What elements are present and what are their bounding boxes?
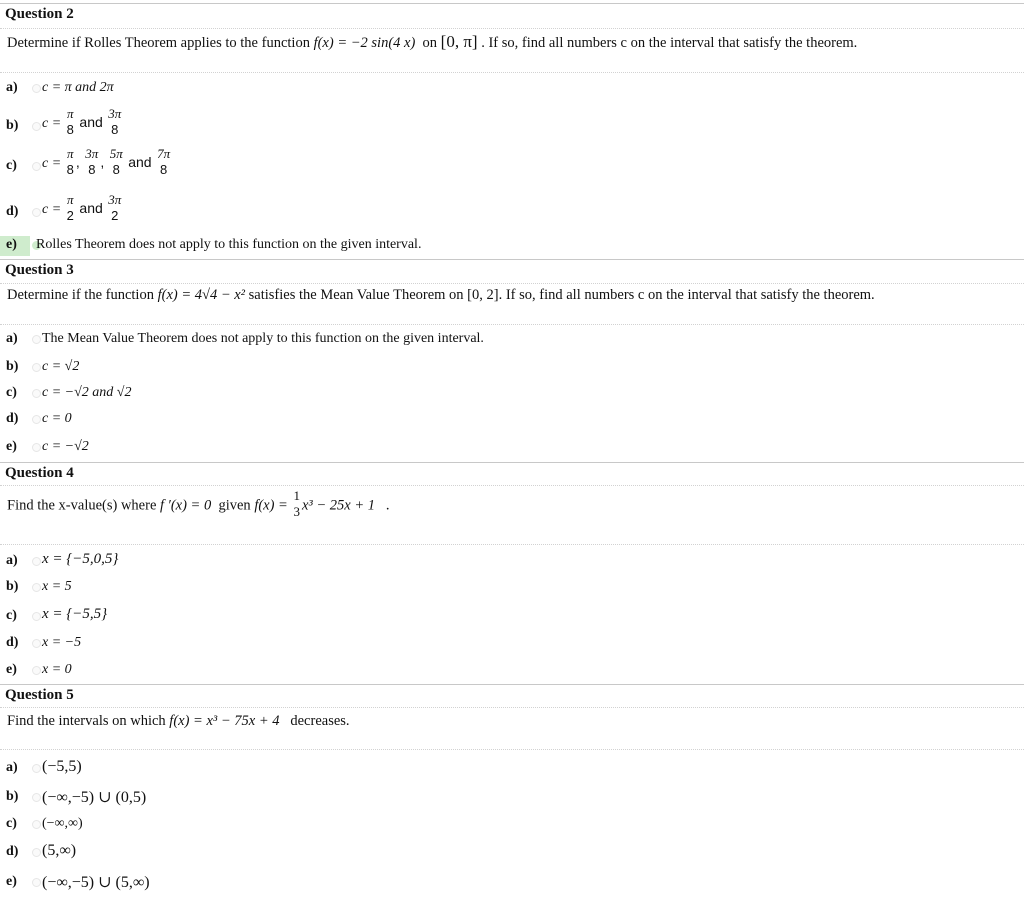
radio-button[interactable] — [32, 878, 41, 887]
option-text: The Mean Value Theorem does not apply to this function on the given interval. — [42, 331, 484, 346]
question-5-title: Question 5 — [5, 687, 74, 703]
radio-button[interactable] — [32, 639, 41, 648]
option-text: x = {−5,0,5} — [42, 551, 119, 567]
prompt-interval: [0, π] — [440, 32, 478, 51]
prompt-text: Determine if Rolles Theorem applies to the function — [7, 35, 310, 51]
option-letter: c) — [6, 608, 17, 623]
question-5-prompt — [7, 713, 350, 730]
radio-button[interactable] — [32, 764, 41, 773]
option-letter: e) — [6, 237, 17, 252]
option-text: c = √2 — [42, 359, 80, 374]
question-divider — [0, 28, 1024, 29]
option-text: Rolles Theorem does not apply to this function on the given interval. — [36, 237, 422, 252]
radio-button[interactable] — [32, 84, 41, 93]
fraction: 7π 8 — [157, 146, 171, 177]
radio-button[interactable] — [32, 208, 41, 217]
option-letter: d) — [6, 635, 19, 650]
radio-button[interactable] — [32, 583, 41, 592]
option-text: c = — [42, 156, 62, 172]
option-text: x = −5 — [42, 635, 82, 650]
option-letter: c) — [6, 816, 17, 831]
prompt-text: on — [422, 35, 438, 51]
question-4-prompt — [7, 490, 390, 522]
fraction: π 8 — [66, 146, 74, 177]
prompt-function: x³ − 25x + 1 — [301, 497, 376, 514]
radio-button[interactable] — [32, 389, 41, 398]
option-text: (−∞,∞) — [42, 816, 83, 831]
radio-button[interactable] — [32, 848, 41, 857]
question-divider — [0, 462, 1024, 463]
radio-button[interactable] — [32, 443, 41, 452]
option-text: c = — [42, 202, 62, 218]
prompt-function: f(x) = 4√4 − x² — [157, 287, 246, 303]
question-divider — [0, 684, 1024, 685]
radio-button[interactable] — [32, 820, 41, 829]
option-text: x = 5 — [42, 579, 72, 594]
prompt-function: f(x) = x³ − 75x + 4 — [169, 713, 280, 729]
option-text: (−5,5) — [42, 758, 82, 775]
radio-button[interactable] — [32, 335, 41, 344]
option-letter: d) — [6, 844, 19, 859]
prompt-text: . — [385, 497, 390, 514]
question-divider — [0, 283, 1024, 284]
fraction: 3π 8 — [85, 146, 99, 177]
question-divider — [0, 544, 1024, 545]
radio-button[interactable] — [32, 666, 41, 675]
prompt-text: satisfies the Mean Value Theorem on [0, 2]. If so, find all numbers c on the interval that satisfy the theorem. — [248, 287, 875, 303]
radio-button[interactable] — [32, 557, 41, 566]
option-text: c = −√2 and √2 — [42, 385, 132, 400]
prompt-text: given — [218, 497, 251, 514]
question-divider — [0, 259, 1024, 260]
question-divider — [0, 485, 1024, 486]
radio-button[interactable] — [32, 612, 41, 621]
radio-button[interactable] — [32, 122, 41, 131]
option-text: (−∞,−5) ∪ (0,5) — [42, 789, 147, 806]
option-letter: b) — [6, 118, 19, 133]
prompt-function: f(x) = — [254, 497, 288, 514]
option-text: and — [79, 114, 103, 131]
option-text: x = 0 — [42, 662, 72, 677]
option-text: and — [128, 154, 152, 171]
option-letter: d) — [6, 411, 19, 426]
option-letter: b) — [6, 359, 19, 374]
option-letter: a) — [6, 760, 18, 775]
prompt-text: . If so, find all numbers c on the interval that satisfy the theorem. — [481, 35, 858, 51]
prompt-function: f ′(x) = 0 — [160, 497, 212, 514]
radio-button[interactable] — [32, 415, 41, 424]
radio-button[interactable] — [32, 793, 41, 802]
prompt-function: f(x) = −2 sin(4 x) — [313, 35, 416, 51]
radio-button[interactable] — [32, 162, 41, 171]
fraction: 3π 8 — [108, 106, 122, 137]
question-2-prompt — [7, 32, 857, 52]
option-text: c = — [42, 116, 62, 132]
question-divider — [0, 324, 1024, 325]
question-divider — [0, 707, 1024, 708]
question-divider — [0, 72, 1024, 73]
prompt-text: Find the x-value(s) where — [7, 497, 157, 514]
option-letter: e) — [6, 439, 17, 454]
option-letter: b) — [6, 789, 19, 804]
question-3-title: Question 3 — [5, 262, 74, 278]
option-text: (5,∞) — [42, 842, 77, 859]
option-text: (−∞,−5) ∪ (5,∞) — [42, 874, 150, 891]
question-divider — [0, 749, 1024, 750]
radio-button[interactable] — [32, 363, 41, 372]
fraction: π 8 — [66, 106, 74, 137]
question-3-prompt — [7, 287, 875, 304]
option-letter: c) — [6, 158, 17, 173]
option-letter: a) — [6, 80, 18, 95]
question-divider — [0, 3, 1024, 4]
option-text: and — [79, 200, 103, 217]
prompt-text: Find the intervals on which — [7, 713, 166, 729]
option-letter: e) — [6, 662, 17, 677]
option-text: x = {−5,5} — [42, 606, 108, 622]
option-letter: d) — [6, 204, 19, 219]
prompt-text: Determine if the function — [7, 287, 154, 303]
option-letter: b) — [6, 579, 19, 594]
prompt-text: decreases. — [290, 713, 350, 729]
option-text: c = π and 2π — [42, 80, 114, 95]
option-letter: a) — [6, 331, 18, 346]
question-2-title: Question 2 — [5, 6, 74, 22]
fraction: π 2 — [66, 192, 74, 223]
fraction: 1 3 — [293, 488, 300, 519]
option-letter: c) — [6, 385, 17, 400]
question-4-title: Question 4 — [5, 465, 74, 481]
option-letter: e) — [6, 874, 17, 889]
fraction: 5π 8 — [109, 146, 123, 177]
fraction: 3π 2 — [108, 192, 122, 223]
option-letter: a) — [6, 553, 18, 568]
option-text: c = 0 — [42, 411, 72, 426]
option-text: c = −√2 — [42, 439, 89, 454]
